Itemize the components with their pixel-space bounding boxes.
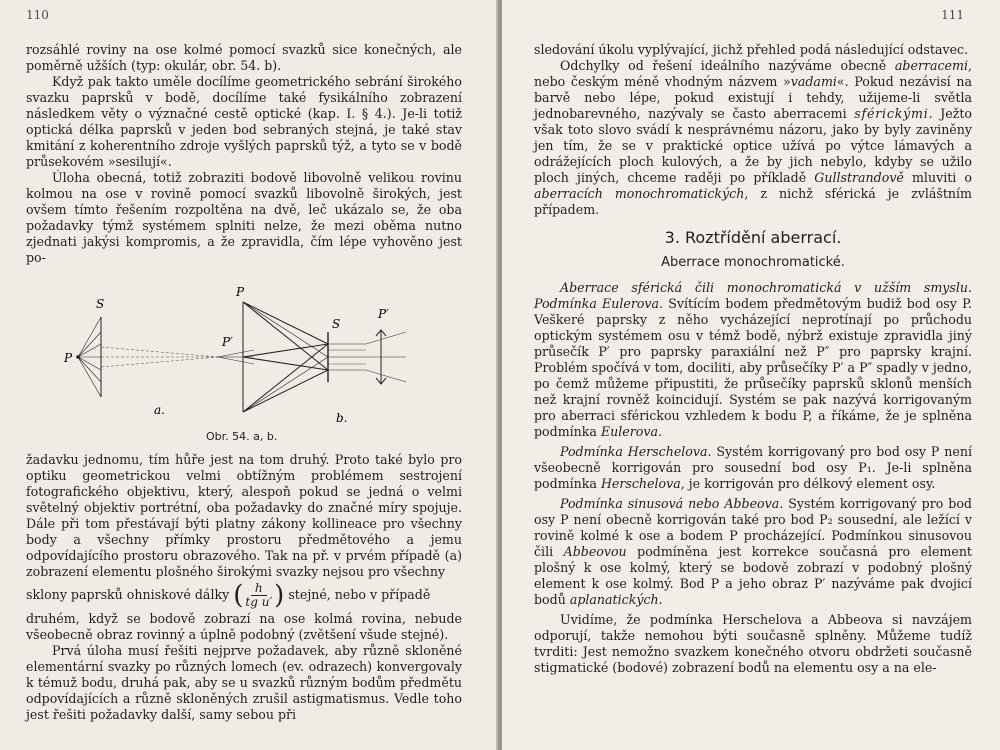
paragraph: Když pak takto uměle docílíme geometrického sebrání širokého svazku paprsků v bodě, docílíme také fysikálního zobrazení následkem věty o význačné cestě optické (kap. I. § 4.). Je-li totiž optická délka paprsků v jeden bod sebraných stejná, je také stav kmitání z koherentního zdroje vyšlých paprsků týž, a tyto se v bodě průsekovém »sesilují«. — [26, 74, 462, 169]
paragraph: rozsáhlé roviny na ose kolmé pomocí svazků sice konečných, ale poměrně užších (typ: okulár, obr. 54. b). — [26, 42, 462, 73]
label-a: a. — [154, 403, 165, 417]
figure-54 — [26, 272, 462, 452]
label-Pprime-b: P′ — [378, 307, 389, 321]
paragraph: Prvá úloha musí řešiti nejprve požadavek, aby různě skloněné elementární svazky po různých lomech (ev. odrazech) konvergovaly k témuž bodu, druhá pak, aby se u svazků různým bodům předmětu odpovídajících a různě skloněných zrušil astigmatismus. Vedle toho jest řešiti požadavky další, samy sebou při — [26, 643, 462, 722]
right-page — [502, 0, 1000, 750]
figure-drawing — [26, 272, 462, 452]
label-P-b: P — [236, 285, 245, 299]
fraction: $\frac{h}{\text{tg u′}}$ — [245, 581, 273, 609]
subsection-heading: Aberrace monochromatické. — [661, 255, 845, 270]
label-Pprime-a: P′ — [222, 335, 233, 349]
section-heading: 3. Roztřídění aberrací. — [664, 228, 842, 247]
paragraph: druhém, když se bodově zobrazí na ose kolmá rovina, nebude všeobecně obraz rovinný a úplně podobný (zvětšení všude stejné). — [26, 611, 462, 642]
page-number: 111 — [941, 8, 964, 22]
figure-caption: Obr. 54. a, b. — [206, 430, 278, 443]
label-S-a: S — [96, 297, 105, 311]
left-page — [0, 0, 498, 750]
paragraph: sledování úkolu vyplývající, jichž přehled podá následující odstavec. — [534, 42, 969, 57]
paragraph: Úloha obecná, totiž zobraziti bodově libovolně velikou rovinu kolmou na ose v rovině pomocí svazků libovolně širokých, jest ovšem tímto řešením rozpoltěna na dvě, leč ukázalo se, že oba požadavky týmž systémem splniti nelze, že mezi oběma nutno zjednati jakýsi kompromis, a že zpravidla, čím lépe vyhověno jest po- — [26, 170, 462, 265]
paragraph: Odchylky od řešení ideálního nazýváme obecně aberracemi, nebo českým méně vhodným názvem »vadami«. Pokud nezávisí na barvě nebo lépe, pokud existují i tehdy, užijeme-li světla jednobarevného, nazývaly se často aberracemi sférickými. Ježto však toto slovo svádí k nesprávnému názoru, jako by byly zaviněny jen tím, že se v praktické optice užívá po výtce lámavých a odrážejících ploch kulových, a že by jich nebylo, kdyby se užilo ploch jiných, chceme raději po příkladě Gullstrandově mluviti o aberracích monochromatických, z nichž sférická je zvláštním případem. — [534, 58, 972, 217]
paragraph: Aberrace sférická čili monochromatická v užším smyslu. Podmínka Eulerova. Svítícím bodem předmětovým budiž bod osy P. Veškeré paprsky z něho vycházející neprotínají po průchodu optickým systémem osu v témž bodě, nýbrž existuje zpravidla jiný průsečík P′ pro paprsky paraxiální než P″ pro paprsky krajní. Problém spočívá v tom, dociliti, aby průsečíky P′ a P″ spadly v jedno, po čemž můžeme připustiti, že průsečíky paprsků sklonů menších než krajní rovněž koincidují. Systém se pak nazývá korrigovaným pro aberraci sférickou vzhledem k bodu P, a říkáme, že je splněna podmínka Eulerova. — [534, 280, 973, 439]
paragraph: Uvidíme, že podmínka Herschelova a Abbeova si navzájem odporují, takže nemohou býti současně splněny. Můžeme tudíž tvrditi: Jest nemožno svazkem konečného otvoru obdržeti současně stigmatické (bodové) zobrazení bodů na elementu osy a na ele- — [534, 612, 972, 675]
label-S-b: S — [332, 317, 341, 331]
paragraph: Podmínka Herschelova. Systém korrigovaný pro bod osy P není všeobecně korrigován pro sousední bod osy P₁. Je-li splněna podmínka Herschelova, je korrigován pro délkový element osy. — [534, 444, 972, 491]
paragraph: Podmínka sinusová nebo Abbeova. Systém korrigovaný pro bod osy P není obecně korrigován také pro bod P₂ sousední, ale ležící v rovině kolmé k ose a bodem P procházející. Podmínkou sinusovou čili Abbeovou podmíněna jest korrekce současná pro element plošný k ose kolmý, který se bodově zobrazí v podobný plošný element k ose kolmý. Bod P a jeho obraz P′ nazýváme pak dvojicí bodů aplanatických. — [534, 496, 972, 607]
label-P-a: P — [64, 351, 73, 365]
label-b: b. — [336, 411, 348, 425]
paragraph: žadavku jednomu, tím hůře jest na tom druhý. Proto také bylo pro optiku geometrickou velmi obtížným problémem sestrojení fotografického objektivu, který, alespoň pokud se jedná o velmi světelný objektiv portrétní, oba požadavky do značné míry spojuje. Dále při tom přestávají býti platny zákony kollineace pro všechny body a všechny přímky prostoru předmětového a jemu odpovídajícího prostoru obrazového. Tak na př. v prvém případě (a) zobrazení elementu plošného širokými svazky nejsou pro všechny — [26, 452, 462, 579]
formula-line: sklony paprsků ohniskové dálky ( $\frac{h}{\text{tg u′}}$ ) stejné, nebo v případě — [26, 580, 431, 611]
page-number: 110 — [26, 8, 49, 22]
